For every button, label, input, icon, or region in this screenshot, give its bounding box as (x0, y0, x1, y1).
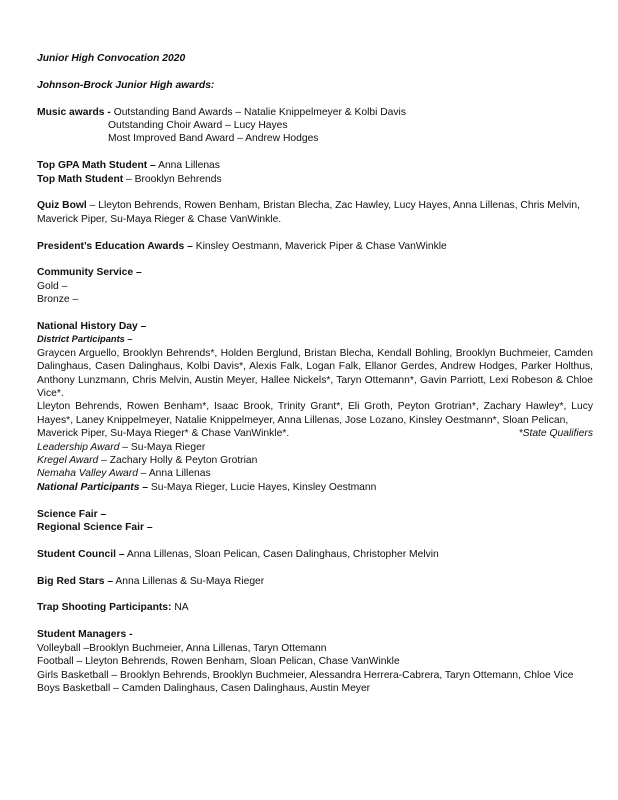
big-red-stars-label: Big Red Stars – (37, 575, 114, 587)
big-red-stars-value: Anna Lillenas & Su-Maya Rieger (113, 575, 265, 587)
quiz-bowl-line-1: – Lleyton Behrends, Rowen Benham, Bristan Blecha, Zac Hawley, Lucy Hayes, Anna Lillenas, Chris Melvin, (86, 200, 580, 212)
student-managers-label: Student Managers - (37, 629, 133, 641)
big-red-stars (37, 575, 593, 588)
document-subtitle: Johnson-Brock Junior High awards: (37, 79, 215, 91)
music-line-1: Outstanding Band Awards – Natalie Knippelmeyer & Kolbi Davis (110, 106, 406, 118)
student-council (37, 548, 593, 561)
presidents-award-label: President’s Education Awards – (37, 240, 193, 252)
trap-shooting-label: Trap Shooting Participants: (37, 602, 172, 614)
trap-shooting-value: NA (171, 602, 189, 614)
nemaha-award-value: – Anna Lillenas (137, 468, 211, 480)
student-council-label: Student Council – (37, 548, 125, 560)
quiz-bowl (37, 199, 593, 212)
district-participants-para-2-last (37, 427, 593, 440)
music-awards-label: Music awards - (37, 106, 111, 118)
document-page (37, 52, 593, 695)
top-gpa-label: Top GPA Math Student – (37, 160, 156, 172)
district-last-line: Maverick Piper, Su-Maya Rieger* & Chase VanWinkle*. (37, 428, 290, 440)
managers-girls-basketball: Girls Basketball – Brooklyn Behrends, Brooklyn Buchmeier, Alessandra Herrera-Cabrera, Taryn Ottemann, Chloe Vice (37, 669, 574, 681)
community-gold: Gold – (37, 280, 68, 292)
state-qualifiers-note: *State Qualifiers (518, 428, 593, 440)
quiz-bowl-line-2: Maverick Piper, Su-Maya Rieger & Chase VanWinkle. (37, 213, 282, 225)
nemaha-award (37, 467, 593, 480)
music-awards (37, 106, 593, 119)
regional-science-fair: Regional Science Fair – (37, 522, 153, 534)
managers-boys-basketball: Boys Basketball – Camden Dalinghaus, Casen Dalinghaus, Austin Meyer (37, 682, 371, 694)
district-participants-para-1: Graycen Arguello, Brooklyn Behrends*, Holden Berglund, Bristan Blecha, Kendall Bohling, Brooklyn Buchmeier, Camden Dalinghaus, Casen Dalinghaus, Kolbi Davis*, Alexis Falk, Logan Falk, Ellanor Gerdes, Andrew Hodges, Parker Holthus, Anthony Lunzmann, Chris Melvin, Austin Meyer, Hallee Nickels*, Taryn Ottemann*, Gavin Parriott, Lexi Robeson & Chloe Vice*. (37, 347, 593, 400)
music-line-2: Outstanding Choir Award – Lucy Hayes (108, 120, 288, 131)
community-bronze: Bronze – (37, 294, 79, 306)
top-math-label: Top Math Student (37, 173, 124, 185)
top-gpa (37, 159, 593, 172)
student-council-value: Anna Lillenas, Sloan Pelican, Casen Dalinghaus, Christopher Melvin (124, 548, 439, 560)
trap-shooting (37, 601, 593, 614)
science-fair: Science Fair – (37, 508, 107, 520)
community-service-label: Community Service – (37, 267, 142, 279)
district-participants-para-2: Lleyton Behrends, Rowen Benham*, Isaac Brook, Trinity Grant*, Eli Groth, Peyton Grotrian*, Zachary Hawley*, Lucy Hayes*, Laney Knippelmeyer, Natalie Knippelmeyer, Anna Lillenas, Jose Lozano, Kinsley Oestmann*, Sloan Pelican, (37, 401, 593, 426)
presidents-award-value: Kinsley Oestmann, Maverick Piper & Chase VanWinkle (192, 240, 447, 252)
managers-volleyball: Volleyball –Brooklyn Buchmeier, Anna Lillenas, Taryn Ottemann (37, 642, 327, 654)
top-gpa-value: Anna Lillenas (155, 160, 220, 172)
presidents-award (37, 240, 593, 253)
document-title: Junior High Convocation 2020 (37, 53, 186, 64)
music-line-3: Most Improved Band Award – Andrew Hodges (108, 133, 319, 145)
national-participants-value: Su-Maya Rieger, Lucie Hayes, Kinsley Oestmann (148, 481, 377, 493)
kregel-award (37, 454, 593, 467)
nemaha-award-label: Nemaha Valley Award (37, 468, 138, 480)
national-participants-label: National Participants – (37, 481, 149, 493)
leadership-award-value: – Su-Maya Rieger (119, 441, 206, 453)
quiz-bowl-label: Quiz Bowl (37, 200, 87, 212)
district-participants-label: District Participants – (37, 334, 133, 345)
kregel-award-value: – Zachary Holly & Peyton Grotrian (98, 455, 258, 467)
national-participants (37, 481, 593, 494)
history-day-label: National History Day – (37, 321, 147, 333)
top-math (37, 173, 593, 186)
kregel-award-label: Kregel Award (37, 455, 99, 467)
leadership-award-label: Leadership Award (37, 441, 120, 453)
leadership-award (37, 441, 593, 454)
top-math-value: – Brooklyn Behrends (123, 173, 222, 185)
managers-football: Football – Lleyton Behrends, Rowen Benham, Sloan Pelican, Chase VanWinkle (37, 656, 400, 668)
